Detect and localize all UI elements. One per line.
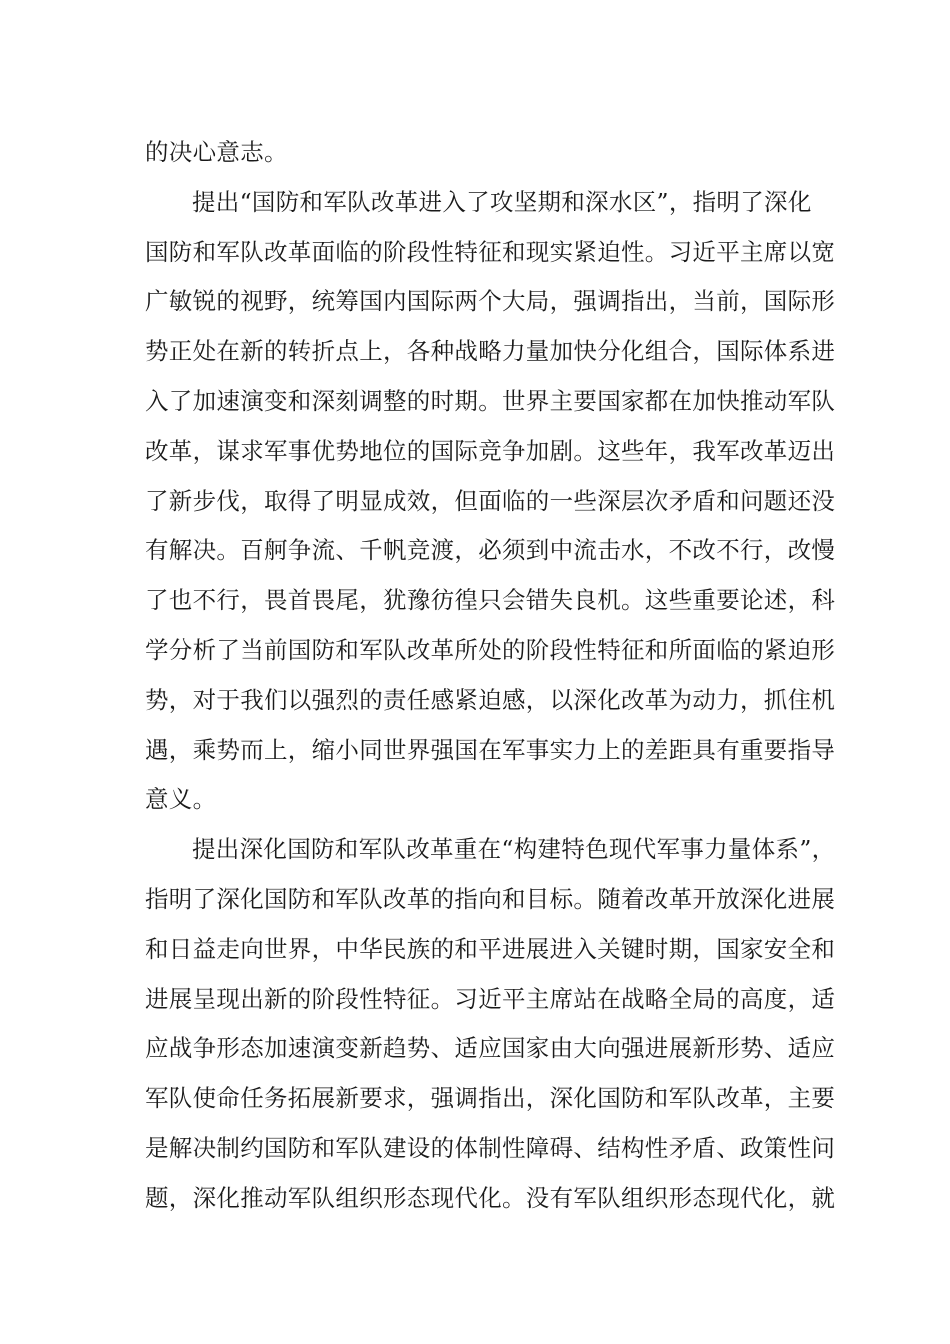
text-line: 应战争形态加速演变新趋势、适应国家由大向强进展新形势、适应 <box>145 1034 836 1063</box>
text-line: 国防和军队改革面临的阶段性特征和现实紧迫性。习近平主席以宽 <box>145 237 836 266</box>
text-line: 指明了深化国防和军队改革的指向和目标。随着改革开放深化进展 <box>145 884 836 913</box>
text-line: 改革，谋求军事优势地位的国际竞争加剧。这些年，我军改革迈出 <box>145 436 836 465</box>
text-line: 意义。 <box>145 785 217 814</box>
text-line: 进展呈现出新的阶段性特征。习近平主席站在战略全局的高度，适 <box>145 984 836 1013</box>
text-line: 了新步伐，取得了明显成效，但面临的一些深层次矛盾和问题还没 <box>145 486 836 515</box>
paragraph-first-line: 提出深化国防和军队改革重在“构建特色现代军事力量体系”， <box>192 835 836 864</box>
text-line: 势，对于我们以强烈的责任感紧迫感，以深化改革为动力，抓住机 <box>145 685 836 714</box>
paragraph-first-line: 提出“国防和军队改革进入了攻坚期和深水区”，指明了深化 <box>192 187 812 216</box>
body-text <box>145 128 836 1224</box>
text-line: 学分析了当前国防和军队改革所处的阶段性特征和所面临的紧迫形 <box>145 635 836 664</box>
text-line: 了也不行，畏首畏尾，犹豫彷徨只会错失良机。这些重要论述，科 <box>145 586 836 615</box>
text-line: 和日益走向世界，中华民族的和平进展进入关键时期，国家安全和 <box>145 934 836 963</box>
text-line: 军队使命任务拓展新要求，强调指出，深化国防和军队改革，主要 <box>145 1084 836 1113</box>
text-line: 题，深化推动军队组织形态现代化。没有军队组织形态现代化，就 <box>145 1183 836 1212</box>
text-line: 势正处在新的转折点上，各种战略力量加快分化组合，国际体系进 <box>145 337 836 366</box>
text-line: 有解决。百舸争流、千帆竞渡，必须到中流击水，不改不行，改慢 <box>145 536 836 565</box>
text-line: 的决心意志。 <box>145 138 288 166</box>
text-line: 入了加速演变和深刻调整的时期。世界主要国家都在加快推动军队 <box>145 386 836 415</box>
text-line: 是解决制约国防和军队建设的体制性障碍、结构性矛盾、政策性问 <box>145 1133 836 1162</box>
text-line: 遇，乘势而上，缩小同世界强国在军事实力上的差距具有重要指导 <box>145 735 836 764</box>
text-line: 广敏锐的视野，统筹国内国际两个大局，强调指出，当前，国际形 <box>145 287 836 316</box>
